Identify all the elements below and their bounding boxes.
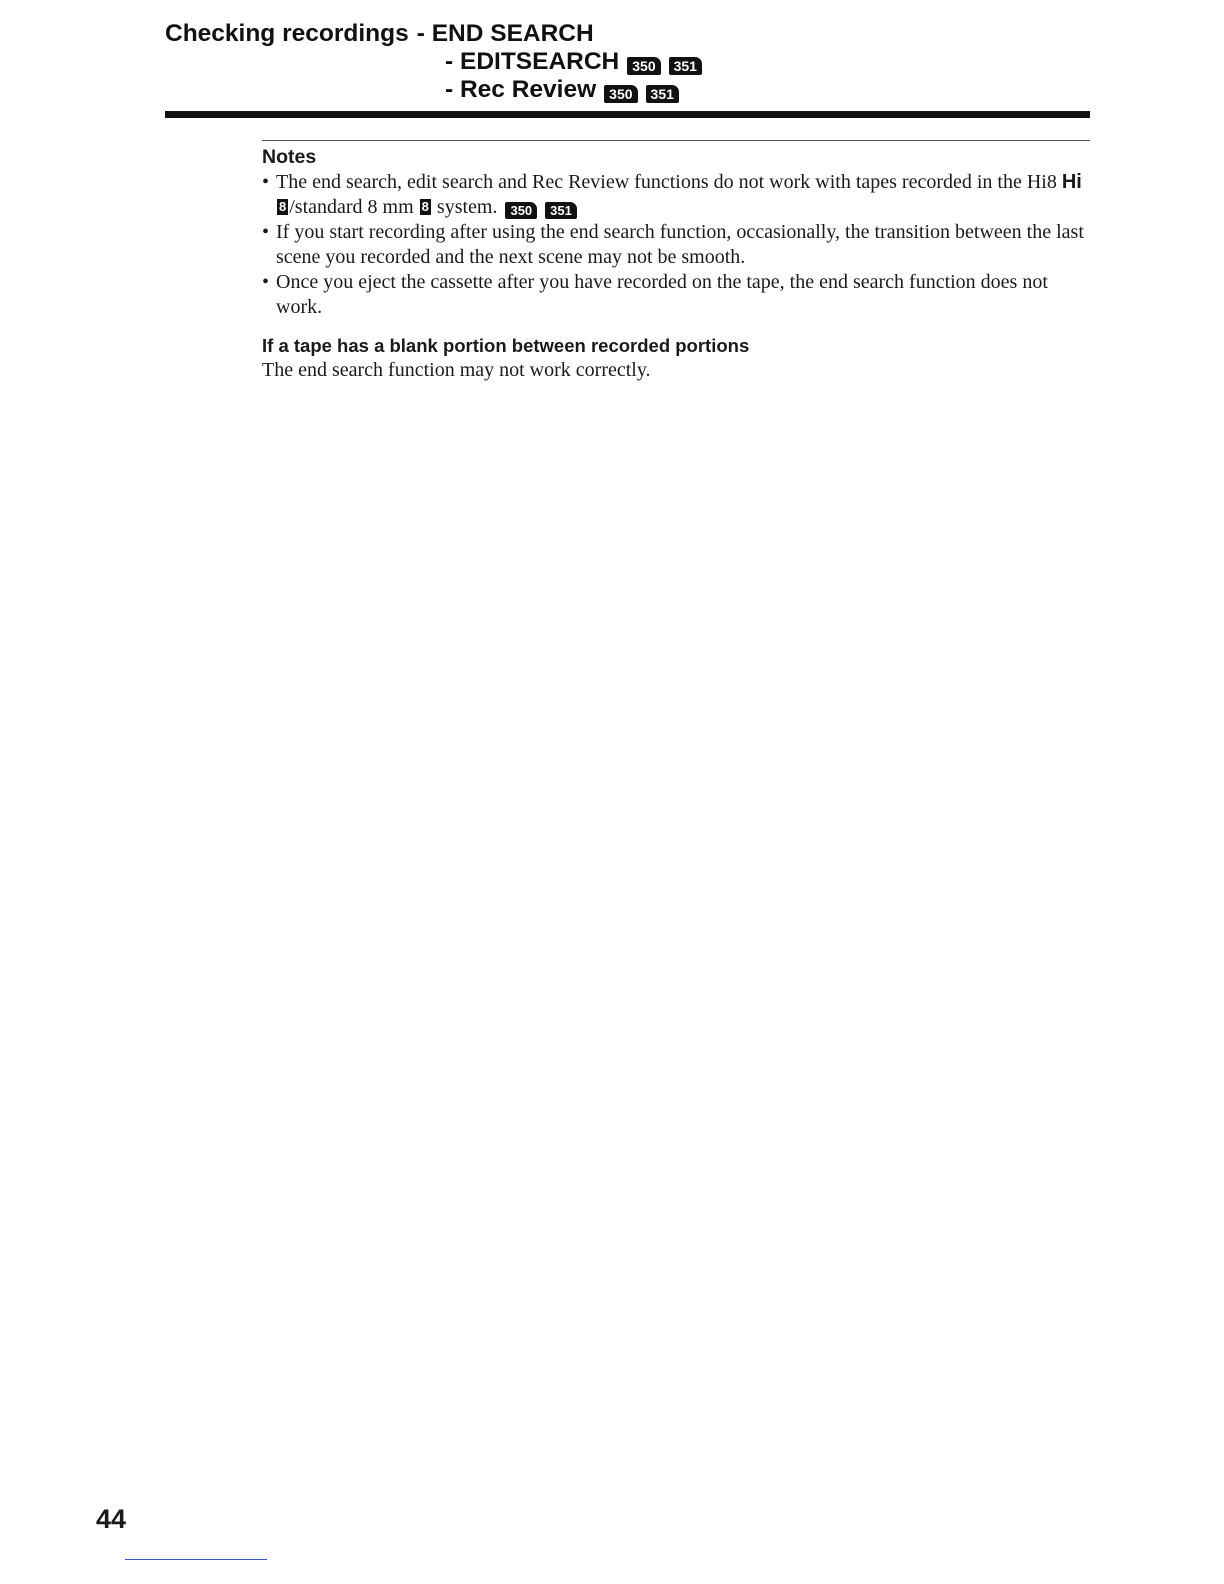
blank-portion-text: The end search function may not work correctly.	[262, 359, 651, 381]
note-item: • If you start recording after using the end search function, occasionally, the transition between the last scene you recorded and the next scene may not be smooth.	[262, 220, 1092, 270]
footer-line	[125, 1559, 267, 1560]
note-text: The end search, edit search and Rec Review functions do not work with tapes recorded in the Hi8	[276, 171, 1057, 193]
hi8-format-icon: 8	[279, 199, 287, 214]
page-number: 44	[96, 1504, 127, 1534]
note-item: • Once you eject the cassette after you have recorded on the tape, the end search function does not work.	[262, 270, 1092, 320]
header-prefix: -	[445, 48, 454, 75]
header-prefix: -	[445, 76, 454, 103]
header-prefix: -	[416, 20, 425, 47]
header-title-editsearch: EDITSEARCH	[459, 48, 620, 75]
header-divider-thick	[165, 111, 1090, 118]
note-text: system.	[436, 196, 498, 218]
note-item	[262, 170, 1092, 220]
header-title-rec-review: Rec Review	[459, 76, 597, 103]
blank-portion-title: If a tape has a blank portion between recorded portions	[262, 335, 750, 356]
standard8-format-icon: 8	[421, 199, 429, 214]
model-badge-351: 351	[646, 85, 679, 103]
header-line-end-search	[165, 20, 594, 48]
hi8-logo-text: Hi	[1061, 171, 1082, 193]
model-badge-350: 350	[604, 85, 637, 103]
model-badge-350: 350	[505, 202, 537, 219]
model-badge-350: 350	[627, 57, 660, 75]
notes-title: Notes	[262, 146, 317, 168]
notes-list	[262, 170, 1092, 320]
header-line-editsearch	[445, 48, 702, 76]
note-text: /standard 8 mm	[289, 196, 414, 218]
model-badge-351: 351	[545, 202, 577, 219]
section-divider-thin	[262, 140, 1090, 141]
header-title-end-search: END SEARCH	[431, 20, 594, 47]
header-line-rec-review	[445, 76, 679, 104]
page-content	[262, 144, 1092, 383]
model-badge-351: 351	[669, 57, 702, 75]
header-lead: Checking recordings	[165, 20, 409, 47]
